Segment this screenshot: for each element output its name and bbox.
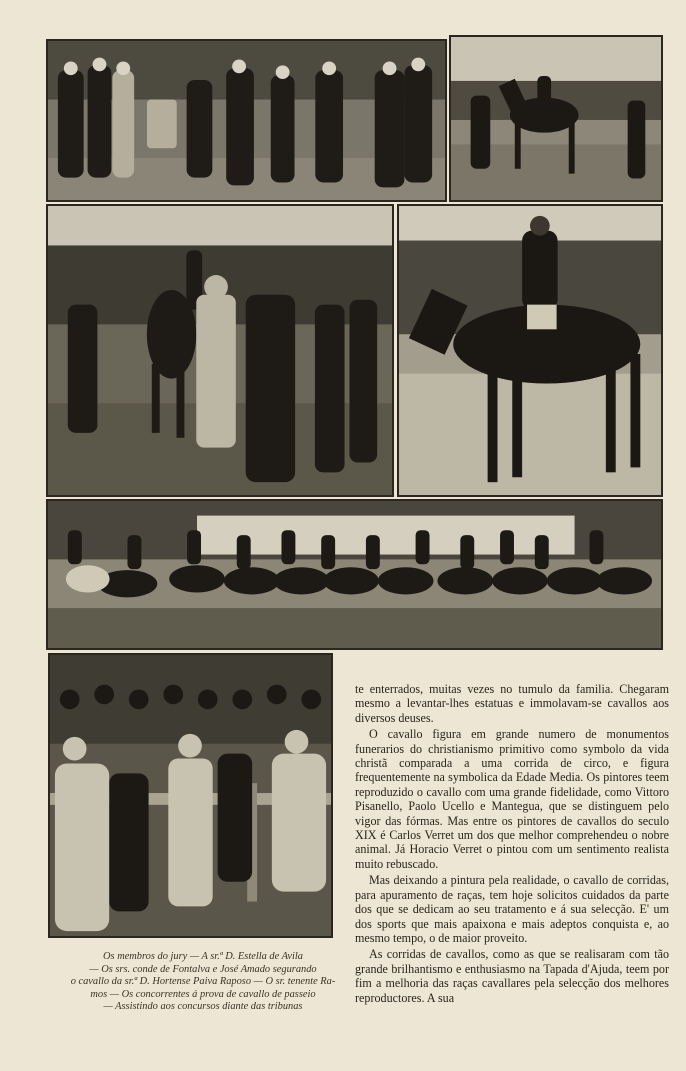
photo-caption [48, 951, 358, 1014]
article-paragraph: te enterrados, muitas vezes no tumulo da familia. Chegaram mesmo a levantar-lhes estatuas e immolavam-se cavallos aos diversos deuses. [355, 682, 669, 725]
caption-line: Os membros do jury — A sr.ª D. Estella de Avila [103, 951, 303, 962]
article-paragraph: As corridas de cavallos, como as que se realisaram com tão grande brilhantismo e enthusiasmo na Tapada d'Ajuda, teem por fim a melhoria das raças cavallares pela selecção dos melhores reproductores. A sua [355, 947, 669, 1005]
article-body [355, 682, 669, 1007]
caption-line: o cavallo da sr.ª D. Hortense Paiva Raposo — O sr. tenente Ra- [70, 976, 336, 988]
article-paragraph: Mas deixando a pintura pela realidade, o cavallo de corridas, para apuramento de raças, tem hoje solicitos cuidados da parte dos que se dedicam ao seu tratamento e á sua selecção. E' um dos sports que mais apaixona e mais adeptos conquista e, ao mesmo tempo, o de maior proveito. [355, 873, 669, 945]
photo-conde-de-fontalva-and-jose-amado [46, 204, 394, 497]
article-paragraph: O cavallo figura em grande numero de monumentos funerarios do christianismo primitivo como symbolo da vida christã comparada a uma corrida de circo, e figura frequentemente na symbolica da Edade Media. Os pintores teem reproduzido o cavallo com uma grande fidelidade, como Vittoro Pisanello, Paolo Ucello e Mantegua, que se distinguem pelo vigor das fórmas. Mas entre os pintores de cavallos do seculo XIX é Carlos Verret um dos que melhor comprehendeu o nobre animal. Já Horacio Verret o pintou com um sentimento realista muito rebuscado. [355, 727, 669, 871]
caption-line: mos — Os concorrentes á prova de cavallo de passeio [90, 988, 316, 1000]
photo-lieutenant-on-horse [397, 204, 663, 497]
photo-spectators-at-tribunes [48, 653, 333, 938]
photo-riding-contestants-lineup [46, 499, 663, 650]
caption-line: — Assistindo aos concursos diante das tribunas [103, 1001, 303, 1013]
photo-rider-on-horse-small [449, 35, 663, 202]
photo-members-of-jury [46, 39, 447, 202]
caption-line: — Os srs. conde de Fontalva e José Amado segurando [89, 963, 317, 975]
